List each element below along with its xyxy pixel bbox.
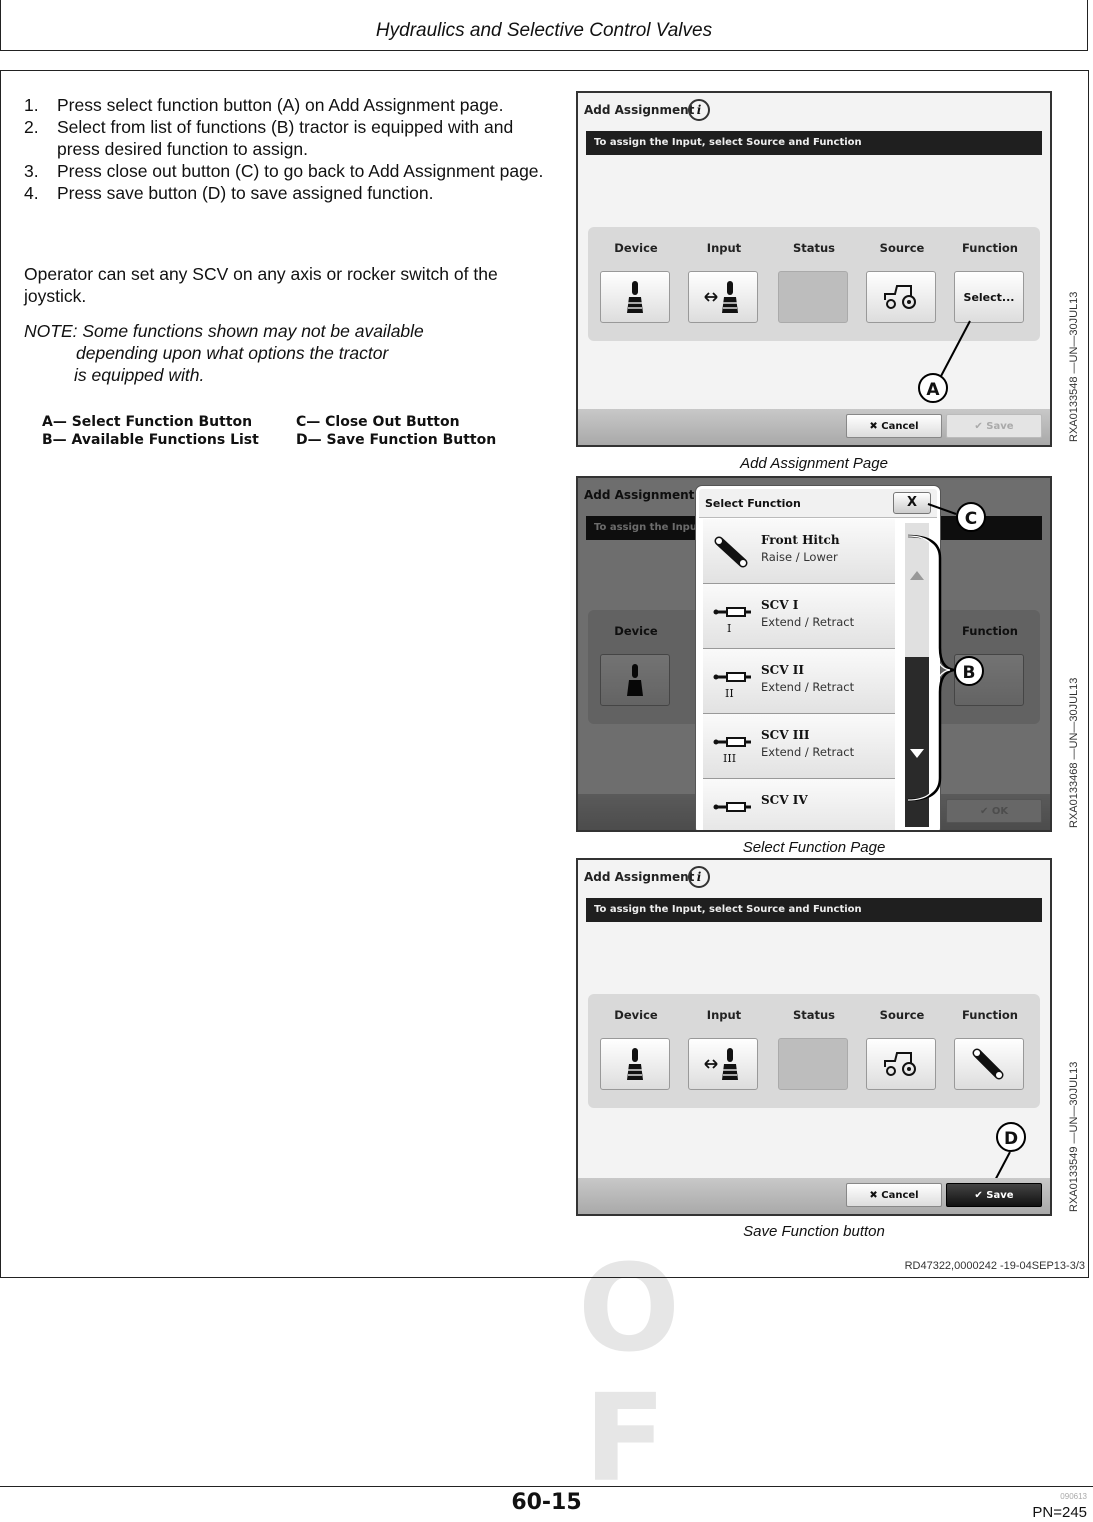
watermark-f: F (584, 1370, 666, 1509)
callout-a: A (918, 373, 948, 403)
callout-leaders-bc (578, 478, 1052, 832)
legend-b: B— Available Functions List (42, 432, 259, 448)
callout-b: B (954, 656, 984, 686)
step-2: 2. Select from list of functions (B) tractor is equipped with and press desired function to assign. (24, 117, 514, 159)
image-code-1: RXA0133548 —UN—30JUL13 (1068, 291, 1080, 442)
function-item-scv-2[interactable]: II SCV II Extend / Retract (703, 649, 895, 714)
source-column: Source (866, 241, 938, 323)
input-column: Input (688, 241, 760, 323)
function-item-scv-4[interactable]: SCV IV (703, 779, 895, 832)
close-out-button[interactable]: X (893, 492, 931, 514)
save-function-button[interactable]: ✔ Save (946, 1183, 1042, 1207)
footer-bar (578, 409, 1050, 445)
legend-d: D— Save Function Button (296, 432, 497, 448)
info-icon[interactable]: i (688, 99, 710, 121)
note: NOTE: Some functions shown may not be available depending upon what options the tractor is equipped with. (24, 321, 424, 385)
function-item-front-hitch[interactable]: Front Hitch Raise / Lower (703, 519, 895, 584)
status-column: Status (778, 241, 850, 323)
callout-c: C (956, 502, 986, 532)
screen-title: Add Assignment (584, 103, 695, 117)
callout-leader-a (578, 93, 1052, 447)
instruction-steps (24, 94, 544, 204)
instruction-message: To assign the Input, select Source and Function (586, 131, 1042, 155)
header-title: Hydraulics and Selective Control Valves (375, 20, 713, 41)
function-item-scv-1[interactable]: I SCV I Extend / Retract (703, 584, 895, 649)
check-icon: ✔ (974, 421, 987, 432)
caption-save-function: Save Function button (743, 1223, 885, 1240)
screenshot-save-function: Add Assignment i To assign the Input, select Source and Function Device Input Status Source Function D ✖ Cancel ✔ Save (576, 858, 1052, 1216)
screenshot-select-function (576, 476, 1052, 832)
x-icon: ✖ (869, 1190, 882, 1201)
image-code-2: RXA0133468 —UN—30JUL13 (1068, 677, 1080, 828)
screenshot-add-assignment (576, 91, 1052, 447)
callout-d: D (996, 1122, 1026, 1152)
step-1: 1. Press select function button (A) on Add Assignment page. (24, 95, 504, 115)
operator-paragraph: Operator can set any SCV on any axis or rocker switch of the joystick. (24, 264, 498, 306)
function-column: Function Select... (954, 241, 1026, 323)
function-item-scv-3[interactable]: III SCV III Extend / Retract (703, 714, 895, 779)
step-3: 3. Press close out button (C) to go back to Add Assignment page. (24, 161, 544, 181)
select-function-button[interactable]: Select... (954, 271, 1024, 323)
part-number: PN=245 (1032, 1504, 1087, 1521)
cancel-button[interactable]: ✖ Cancel (846, 1183, 942, 1207)
save-button-disabled[interactable]: ✔ Save (946, 414, 1042, 438)
caption-select-function: Select Function Page (742, 839, 886, 856)
dialog-title: Select Function (705, 497, 801, 510)
footer-small-code: 090613 (1060, 1492, 1087, 1501)
cancel-button[interactable]: ✖ Cancel (846, 414, 942, 438)
legend-a: A— Select Function Button (42, 414, 253, 430)
page-number: 60-15 (511, 1490, 582, 1515)
check-icon: ✔ (974, 1190, 987, 1201)
page-header (0, 0, 1088, 51)
reference-code: RD47322,0000242 -19-04SEP13-3/3 (904, 1260, 1085, 1272)
watermark-o: O (578, 1240, 681, 1379)
step-4: 4. Press save button (D) to save assigned function. (24, 183, 434, 203)
image-code-3: RXA0133549 —UN—30JUL13 (1068, 1061, 1080, 1212)
footer-rule (0, 1486, 1093, 1487)
caption-add-assignment: Add Assignment Page (740, 455, 888, 472)
x-icon: ✖ (869, 421, 882, 432)
callout-leader-d (578, 860, 1052, 1216)
info-icon[interactable]: i (688, 866, 710, 888)
legend-c: C— Close Out Button (296, 414, 460, 430)
device-column: Device (600, 241, 672, 323)
